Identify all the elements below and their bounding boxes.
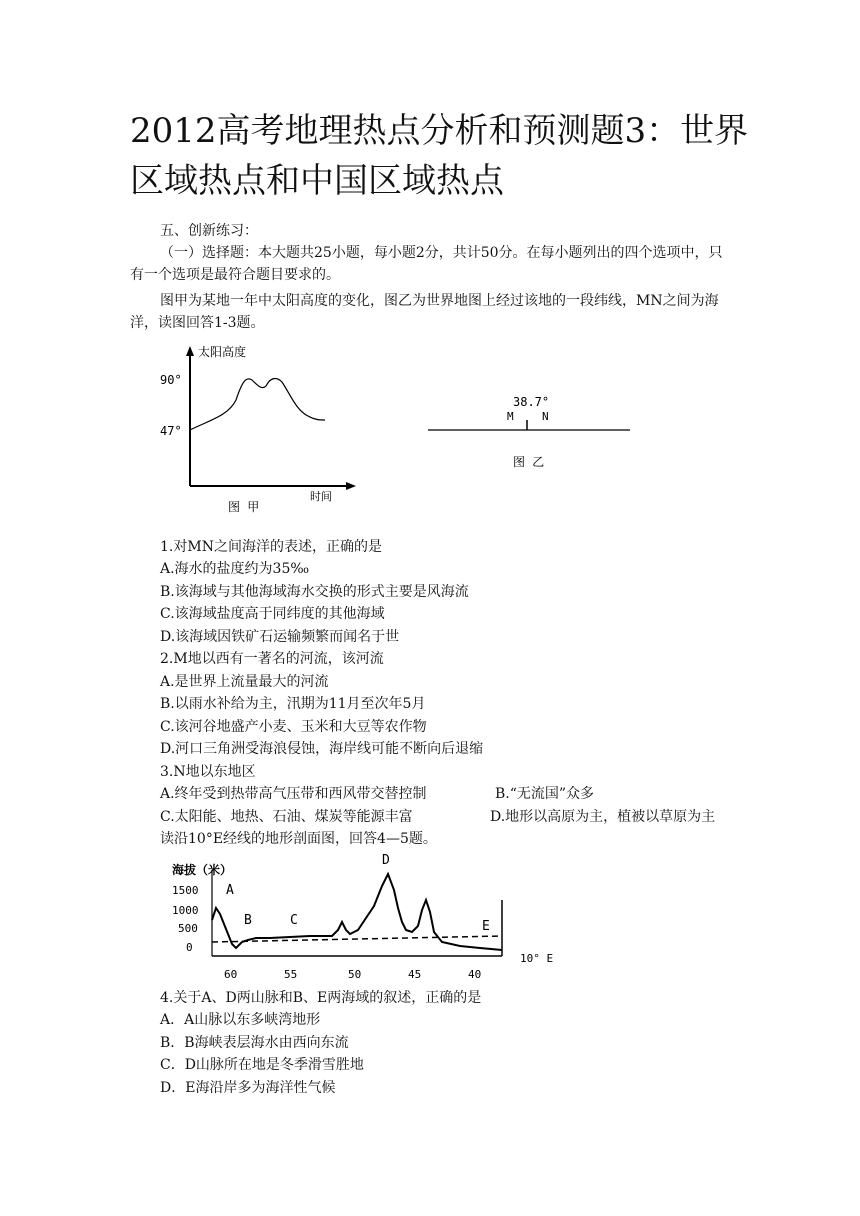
yi-caption: 图 乙 xyxy=(513,455,545,469)
q1-option-d: D.该海域因铁矿石运输频繁而闻名于世 xyxy=(160,629,400,645)
q3-stem: 3.N地以东地区 xyxy=(160,764,256,780)
q4-option-c: C．D山脉所在地是冬季滑雪胜地 xyxy=(160,1057,364,1073)
profile-ylabel: 海拔（米） xyxy=(172,863,233,877)
jia-caption: 图 甲 xyxy=(228,500,260,514)
profile-label: D xyxy=(382,853,390,868)
q1-option-b: B.该海域与其他海域海水交换的形式主要是风海流 xyxy=(160,584,469,600)
profile-label: A xyxy=(226,883,234,898)
instructions-paragraph: （一）选择题：本大题共25小题，每小题2分，共计50分。在每小题列出的四个选项中，只有一个选项是最符合题目要求的。 xyxy=(130,245,723,283)
yi-latitude: 38.7° xyxy=(513,395,550,409)
terrain-profile-figure xyxy=(160,850,560,985)
profile-ytick: 1000 xyxy=(172,904,199,917)
yi-n-label: N xyxy=(542,410,549,423)
jia-tick-47: 47° xyxy=(160,424,182,438)
q1-option-a: A.海水的盐度约为35‰ xyxy=(160,561,310,577)
jia-xlabel: 时间 xyxy=(310,490,332,503)
q2-option-d: D.河口三角洲受海浪侵蚀，海岸线可能不断向后退缩 xyxy=(160,741,484,757)
q3-option-a: A.终年受到热带高气压带和西风带交替控制 xyxy=(160,786,427,802)
profile-xtick: 50 xyxy=(348,968,362,981)
profile-xtick: 40 xyxy=(468,968,482,981)
section-heading: 五、创新练习： xyxy=(160,223,258,239)
q2-option-a: A.是世界上流量最大的河流 xyxy=(160,674,329,690)
q2-option-c: C.该河谷地盛产小麦、玉米和大豆等农作物 xyxy=(160,719,427,735)
q3-option-c: C.太阳能、地热、石油、煤炭等能源丰富 xyxy=(160,809,413,825)
profile-ytick: 0 xyxy=(186,941,193,954)
figure-yi-latitude-line xyxy=(420,380,640,480)
profile-xtick: 45 xyxy=(408,968,422,981)
q3-option-b: B.“无流国”众多 xyxy=(495,786,595,802)
profile-xtick: 55 xyxy=(284,968,298,981)
q4-option-a: A．A山脉以东多峡湾地形 xyxy=(160,1012,321,1028)
q4-stem: 4.关于A、D两山脉和B、E两海域的叙述，正确的是 xyxy=(160,990,482,1006)
profile-ytick: 1500 xyxy=(172,884,199,897)
jia-ylabel: 太阳高度 xyxy=(198,345,247,359)
figure-jia-sun-altitude xyxy=(150,338,360,518)
q2-option-b: B.以雨水补给为主，汛期为11月至次年5月 xyxy=(160,696,426,712)
q4-option-b: B．B海峡表层海水由西向东流 xyxy=(160,1035,349,1051)
jia-tick-90: 90° xyxy=(160,373,182,387)
sun-altitude-curve xyxy=(190,379,325,430)
yi-m-label: M xyxy=(507,410,514,423)
q4-option-d: D．E海沿岸多为海洋性气候 xyxy=(160,1080,336,1096)
profile-intro: 读沿10°E经线的地形剖面图，回答4—5题。 xyxy=(160,831,437,847)
q2-stem: 2.M地以西有一著名的河流，该河流 xyxy=(160,651,384,667)
profile-xtick: 60 xyxy=(224,968,238,981)
q1-option-c: C.该海域盐度高于同纬度的其他海域 xyxy=(160,606,385,622)
profile-ytick: 500 xyxy=(178,922,198,935)
page-title: 2012高考地理热点分析和预测题3：世界区域热点和中国区域热点 xyxy=(130,111,749,201)
profile-label: C xyxy=(290,913,298,928)
q1-stem: 1.对MN之间海洋的表述，正确的是 xyxy=(160,539,382,555)
profile-label: B xyxy=(244,913,252,928)
profile-label: E xyxy=(482,919,490,934)
q3-option-d: D.地形以高原为主，植被以草原为主 xyxy=(490,809,716,825)
profile-x-unit: 10° E xyxy=(520,952,554,965)
figure-intro-paragraph: 图甲为某地一年中太阳高度的变化，图乙为世界地图上经过该地的一段纬线，MN之间为海洋，读图回答1-3题。 xyxy=(130,293,719,331)
